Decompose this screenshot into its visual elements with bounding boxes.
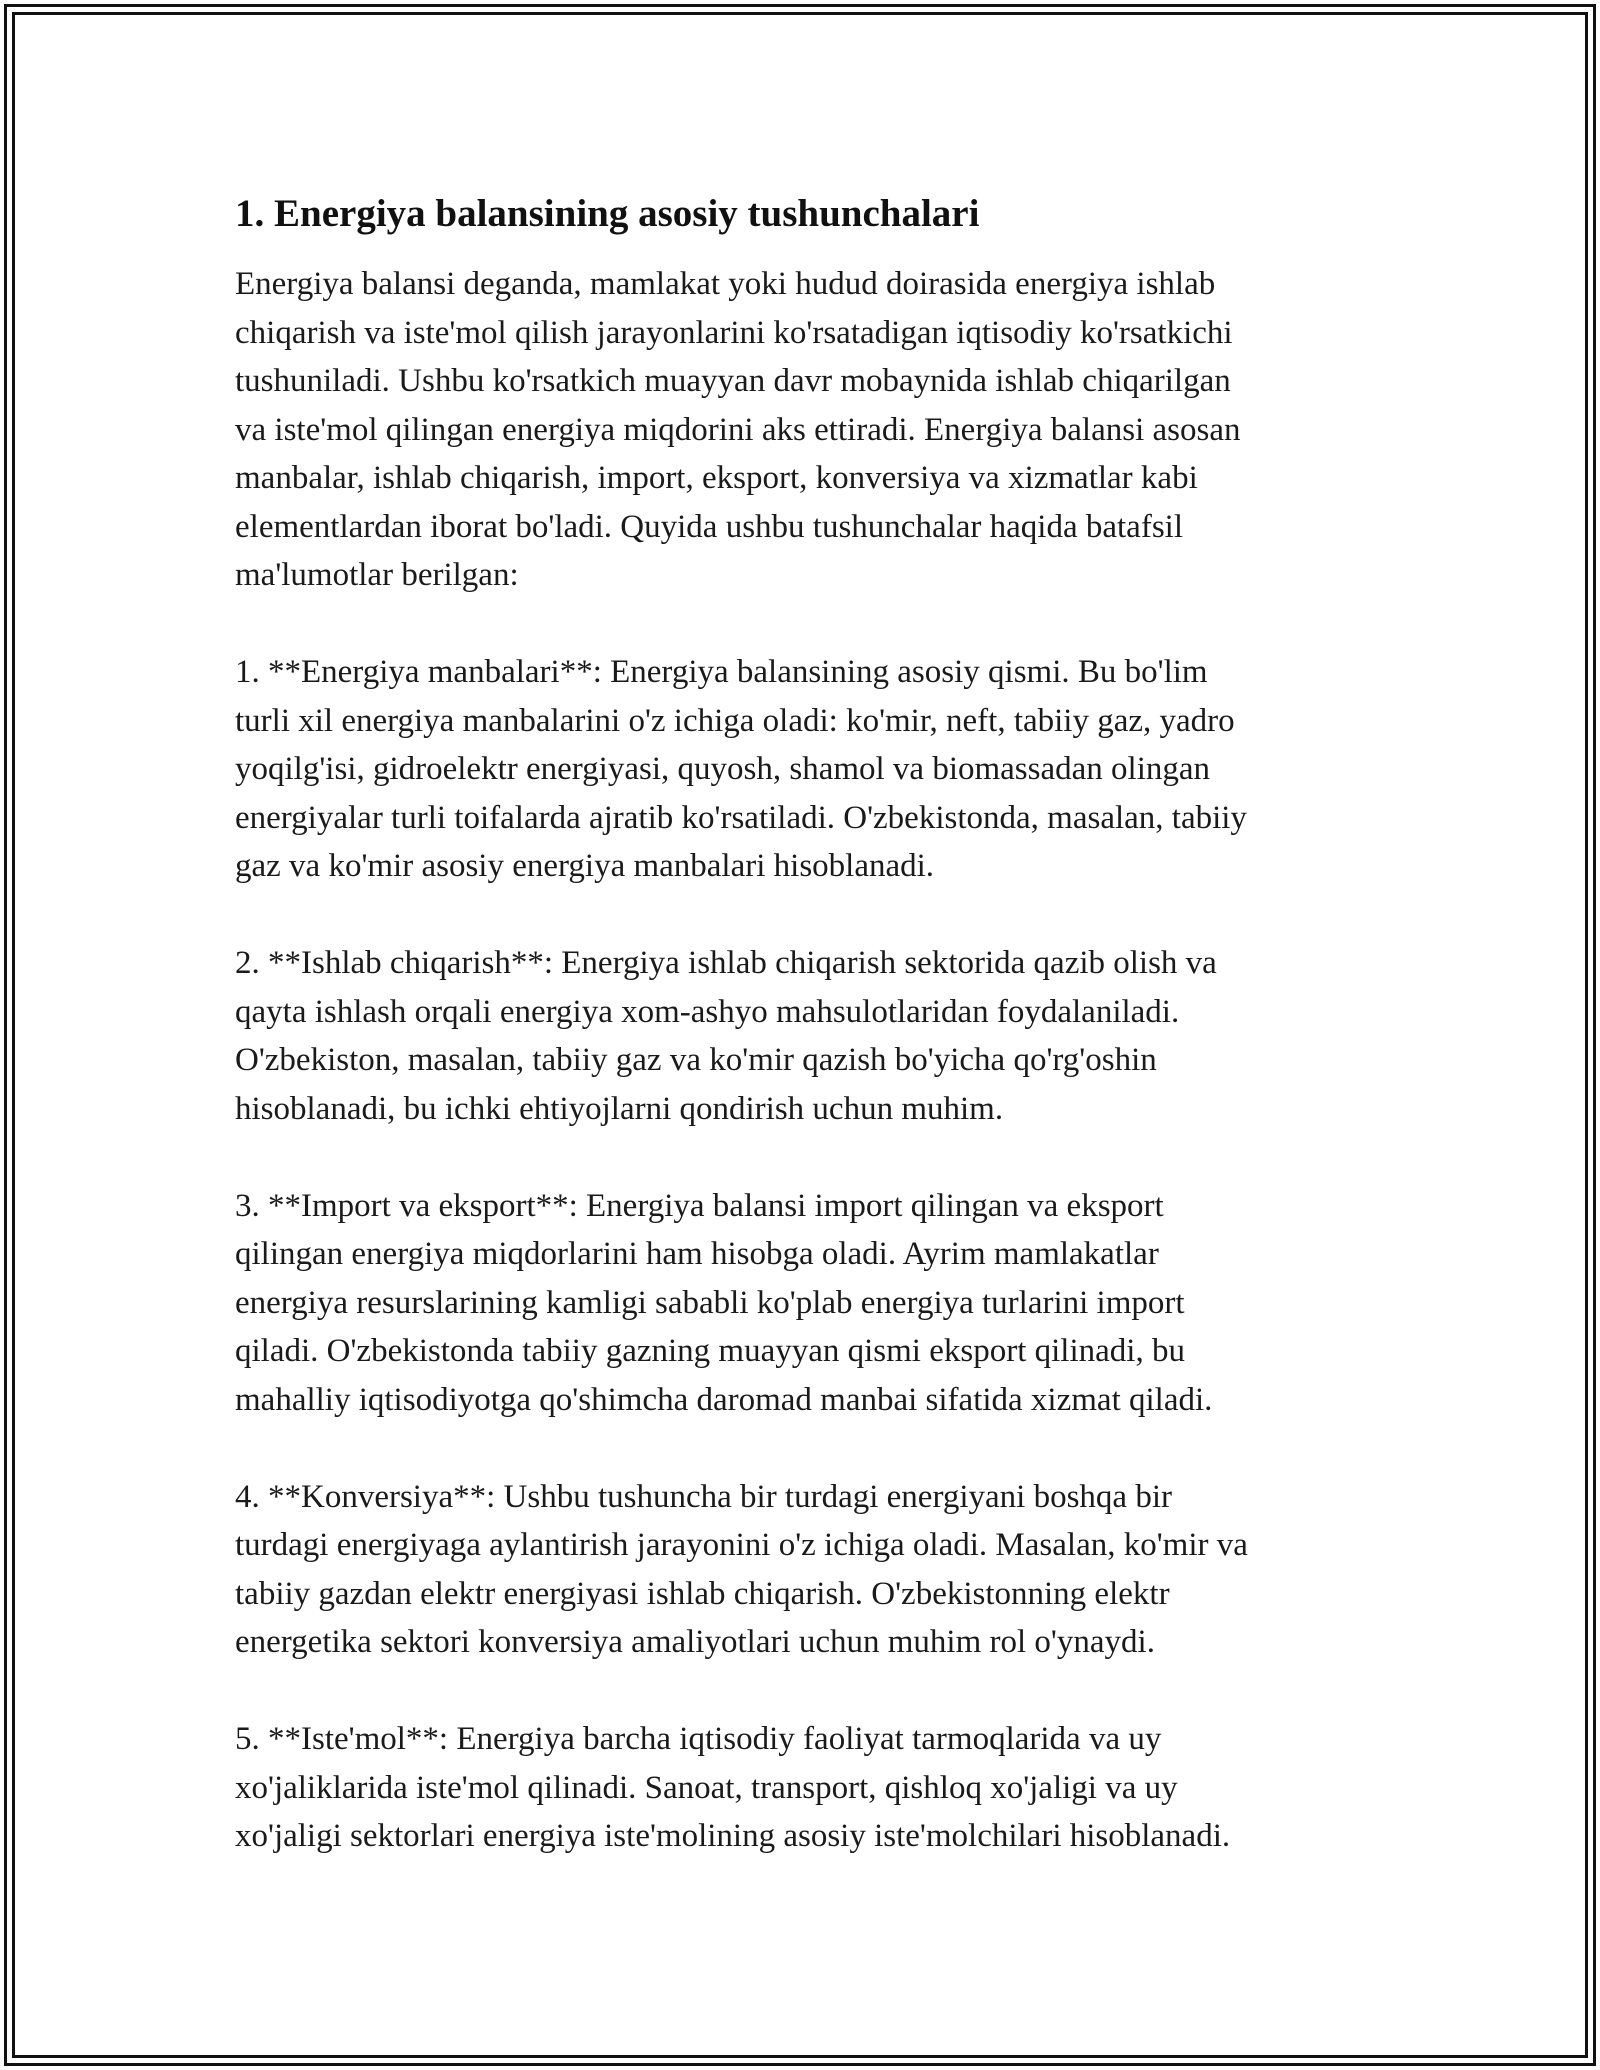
document-body <box>235 188 1375 1909</box>
paragraph-production: 2. **Ishlab chiqarish**: Energiya ishlab chiqarish sektorida qazib olish va qayta ishlash orqali energiya xom-ashyo mahsulotlaridan foydalaniladi. O'zbekiston, masalan, tabiiy gaz va ko'mir qazish bo'yicha qo'rg'oshin hisoblanadi, bu ichki ehtiyojlarni qondirish uchun muhim. <box>235 945 1217 1127</box>
paragraph-import-export: 3. **Import va eksport**: Energiya balansi import qilingan va eksport qilingan energiya miqdorlarini ham hisobga oladi. Ayrim mamlakatlar energiya resurslarining kamligi sababli ko'plab energiya turlarini import qiladi. O'zbekistonda tabiiy gazning muayyan qismi eksport qilinadi, bu mahalliy iqtisodiyotga qo'shimcha daromad manbai sifatida xizmat qiladi. <box>235 1187 1213 1418</box>
paragraph-conversion: 4. **Konversiya**: Ushbu tushuncha bir turdagi energiyani boshqa bir turdagi energiyaga aylantirish jarayonini o'z ichiga oladi. Masalan, ko'mir va tabiiy gazdan elektr energiyasi ishlab chiqarish. O'zbekistonning elektr energetika sektori konversiya amaliyotlari uchun muhim rol o'ynaydi. <box>235 1478 1248 1660</box>
paragraph-energy-sources: 1. **Energiya manbalari**: Energiya balansining asosiy qismi. Bu bo'lim turli xil energiya manbalarini o'z ichiga oladi: ko'mir, neft, tabiiy gaz, yadro yoqilg'isi, gidroelektr energiyasi, quyosh, shamol va biomassadan olingan energiyalar turli toifalarda ajratib ko'rsatiladi. O'zbekistonda, masalan, tabiiy gaz va ko'mir asosiy energiya manbalari hisoblanadi. <box>235 654 1247 884</box>
intro-paragraph: Energiya balansi deganda, mamlakat yoki hudud doirasida energiya ishlab chiqarish va iste'mol qilish jarayonlarini ko'rsatadigan iqtisodiy ko'rsatkichi tushuniladi. Ushbu ko'rsatkich muayyan davr mobaynida ishlab chiqarilgan va iste'mol qilingan energiya miqdorini aks ettiradi. Energiya balansi asosan manbalar, ishlab chiqarish, import, eksport, konversiya va xizmatlar kabi elementlardan iborat bo'ladi. Quyida ushbu tushunchalar haqida batafsil ma'lumotlar berilgan: <box>235 266 1241 593</box>
section-heading: 1. Energiya balansining asosiy tushunchalari <box>235 192 980 235</box>
paragraph-consumption: 5. **Iste'mol**: Energiya barcha iqtisodiy faoliyat tarmoqlarida va uy xo'jaliklarida iste'mol qilinadi. Sanoat, transport, qishloq xo'jaligi va uy xo'jaligi sektorlari energiya iste'molining asosiy iste'molchilari hisoblanadi. <box>235 1721 1231 1854</box>
